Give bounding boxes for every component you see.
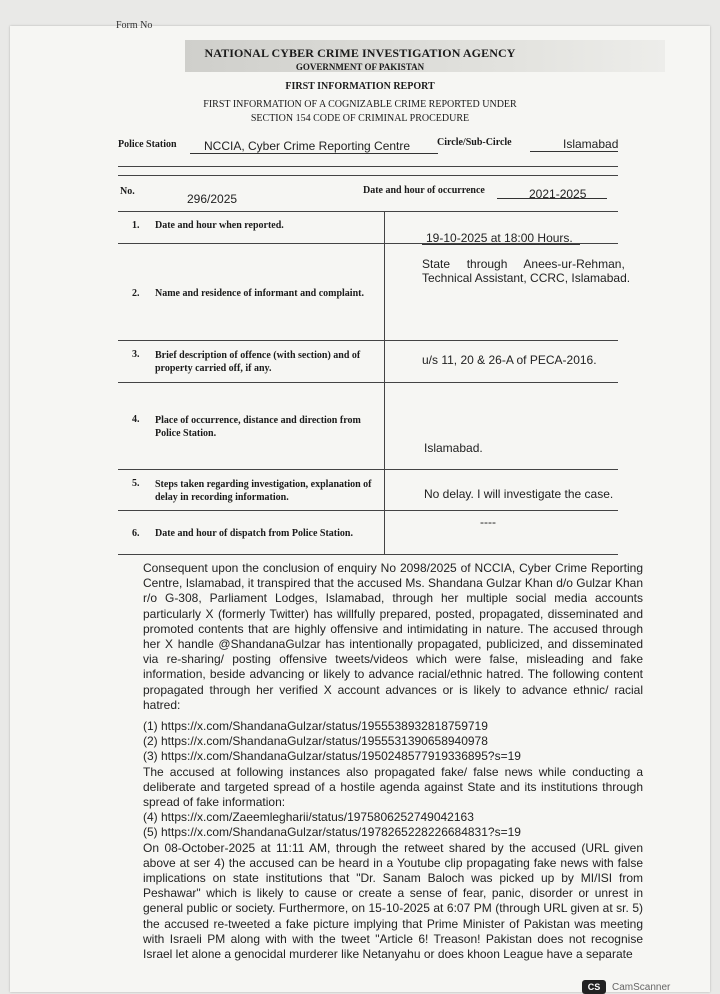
evidence-url: (2) https://x.com/ShandanaGulzar/status/1955531390658940978 — [143, 734, 488, 749]
form-number: Form No — [116, 20, 153, 31]
table-row-divider — [118, 469, 618, 470]
scanner-logo: CS — [582, 980, 606, 994]
circle-label: Circle/Sub-Circle — [437, 137, 512, 148]
report-subtitle-2: SECTION 154 CODE OF CRIMINAL PROCEDURE — [250, 113, 470, 124]
row-label-dispatch: Date and hour of dispatch from Police Station. — [155, 528, 353, 539]
occurrence-label: Date and hour of occurrence — [363, 185, 485, 196]
row-label-place: Place of occurrence, distance and direction from Police Station. — [155, 415, 361, 439]
evidence-url: (1) https://x.com/ShandanaGulzar/status/1955538932818759719 — [143, 719, 488, 734]
police-station-underline — [190, 153, 438, 154]
row-label-informant: Name and residence of informant and complaint. — [155, 288, 364, 299]
evidence-url: (3) https://x.com/ShandanaGulzar/status/1950248577919336895?s=19 — [143, 749, 521, 764]
occurrence-value: 2021-2025 — [529, 187, 587, 201]
row-number: 5. — [132, 478, 140, 489]
fir-document-page — [10, 20, 710, 993]
row-number: 2. — [132, 288, 140, 299]
circle-value: Islamabad — [563, 137, 619, 151]
row-label-offence: Brief description of offence (with section) and of property carried off, if any. — [155, 350, 361, 374]
row-value-investigation: No delay. I will investigate the case. — [424, 487, 614, 501]
police-station-value: NCCIA, Cyber Crime Reporting Centre — [204, 139, 411, 153]
table-row-divider — [118, 243, 618, 244]
divider — [118, 166, 618, 167]
police-station-label: Police Station — [118, 139, 177, 150]
row-value-offence: u/s 11, 20 & 26-A of PECA-2016. — [422, 353, 597, 367]
case-number-label: No. — [120, 186, 135, 197]
row-value-dispatch: ---- — [480, 515, 496, 529]
circle-underline — [530, 151, 618, 152]
row-value-informant: State through Anees-ur-Rehman, Technical Assistant, CCRC, Islamabad. — [422, 257, 631, 285]
table-row-divider — [118, 510, 618, 511]
row-value-place: Islamabad. — [424, 441, 483, 455]
narrative-paragraph: The accused at following instances also propagated fake/ false news while conducting a deliberate and targeted spread of a hostile agenda against State and its institutions through spread of fake information: — [143, 764, 643, 810]
row-number: 3. — [132, 349, 140, 360]
agency-title: NATIONAL CYBER CRIME INVESTIGATION AGENCY — [204, 46, 516, 60]
case-number-value: 296/2025 — [187, 192, 238, 206]
evidence-url: (4) https://x.com/Zaeemlegharii/status/1975806252749042163 — [143, 810, 474, 825]
narrative-paragraph: Consequent upon the conclusion of enquiry No 2098/2025 of NCCIA, Cyber Crime Reporting Centre, Islamabad, it transpired that the accused Ms. Shandana Gulzar Khan d/o Gulzar Khan r/o G-308, Parliament Lodges, Islamabad, through her multiple social media accounts particularly X (formerly Twitter) has willfully prepared, posted, propagated, disseminated and promoted contents that are highly offensive and intimidating in nature. The accused through her X handle @ShandanaGulzar has intentionally propagated, publicized, and disseminated via re-sharing/ posting offensive tweets/videos which were false, misleading and fake information, beside advancing or likely to advance racial/ethnic hatred. The following content propagated through her verified X account advances or is likely to advance ethnic/ racial hatred: — [143, 561, 643, 712]
table-top-border — [118, 211, 618, 212]
row-label-investigation: Steps taken regarding investigation, explanation of delay in recording information. — [155, 479, 372, 503]
scanner-watermark: CamScanner — [612, 982, 671, 993]
row-value-date-reported: 19-10-2025 at 18:00 Hours. — [426, 231, 573, 245]
evidence-url: (5) https://x.com/ShandanaGulzar/status/1978265228226684831?s=19 — [143, 825, 521, 840]
table-row-divider — [118, 382, 618, 383]
narrative-section — [143, 561, 643, 962]
government-title: GOVERNMENT OF PAKISTAN — [295, 62, 425, 72]
value-underline — [422, 244, 580, 245]
divider — [118, 175, 618, 176]
row-label-date-reported: Date and hour when reported. — [155, 220, 284, 231]
row-number: 6. — [132, 528, 140, 539]
row-number: 4. — [132, 414, 140, 425]
table-row-divider — [118, 340, 618, 341]
report-title: FIRST INFORMATION REPORT — [285, 81, 435, 92]
narrative-paragraph: On 08-October-2025 at 11:11 AM, through the retweet shared by the accused (URL given above at ser 4) the accused can be heard in a Youtube clip propagating fake news with false implications on state institutions that "Dr. Sanam Baloch was picked up by MI/ISI from Peshawar" which is likely to cause or create a sense of fear, panic, disorder or unrest in general public or society. Furthermore, on 15-10-2025 at 6:07 PM (through URL given at sr. 5) the accused re-tweeted a fake picture implying that Prime Minister of Pakistan was meeting with Israeli PM along with with the tweet "Article 6! Treason! Pakistan does not recognise Israel let alone a genocidal murderer like Netanyahu or does khoon League have a separate — [143, 840, 643, 962]
table-bottom-border — [118, 554, 618, 555]
report-subtitle-1: FIRST INFORMATION OF A COGNIZABLE CRIME REPORTED UNDER — [203, 99, 517, 110]
row-number: 1. — [132, 220, 140, 231]
